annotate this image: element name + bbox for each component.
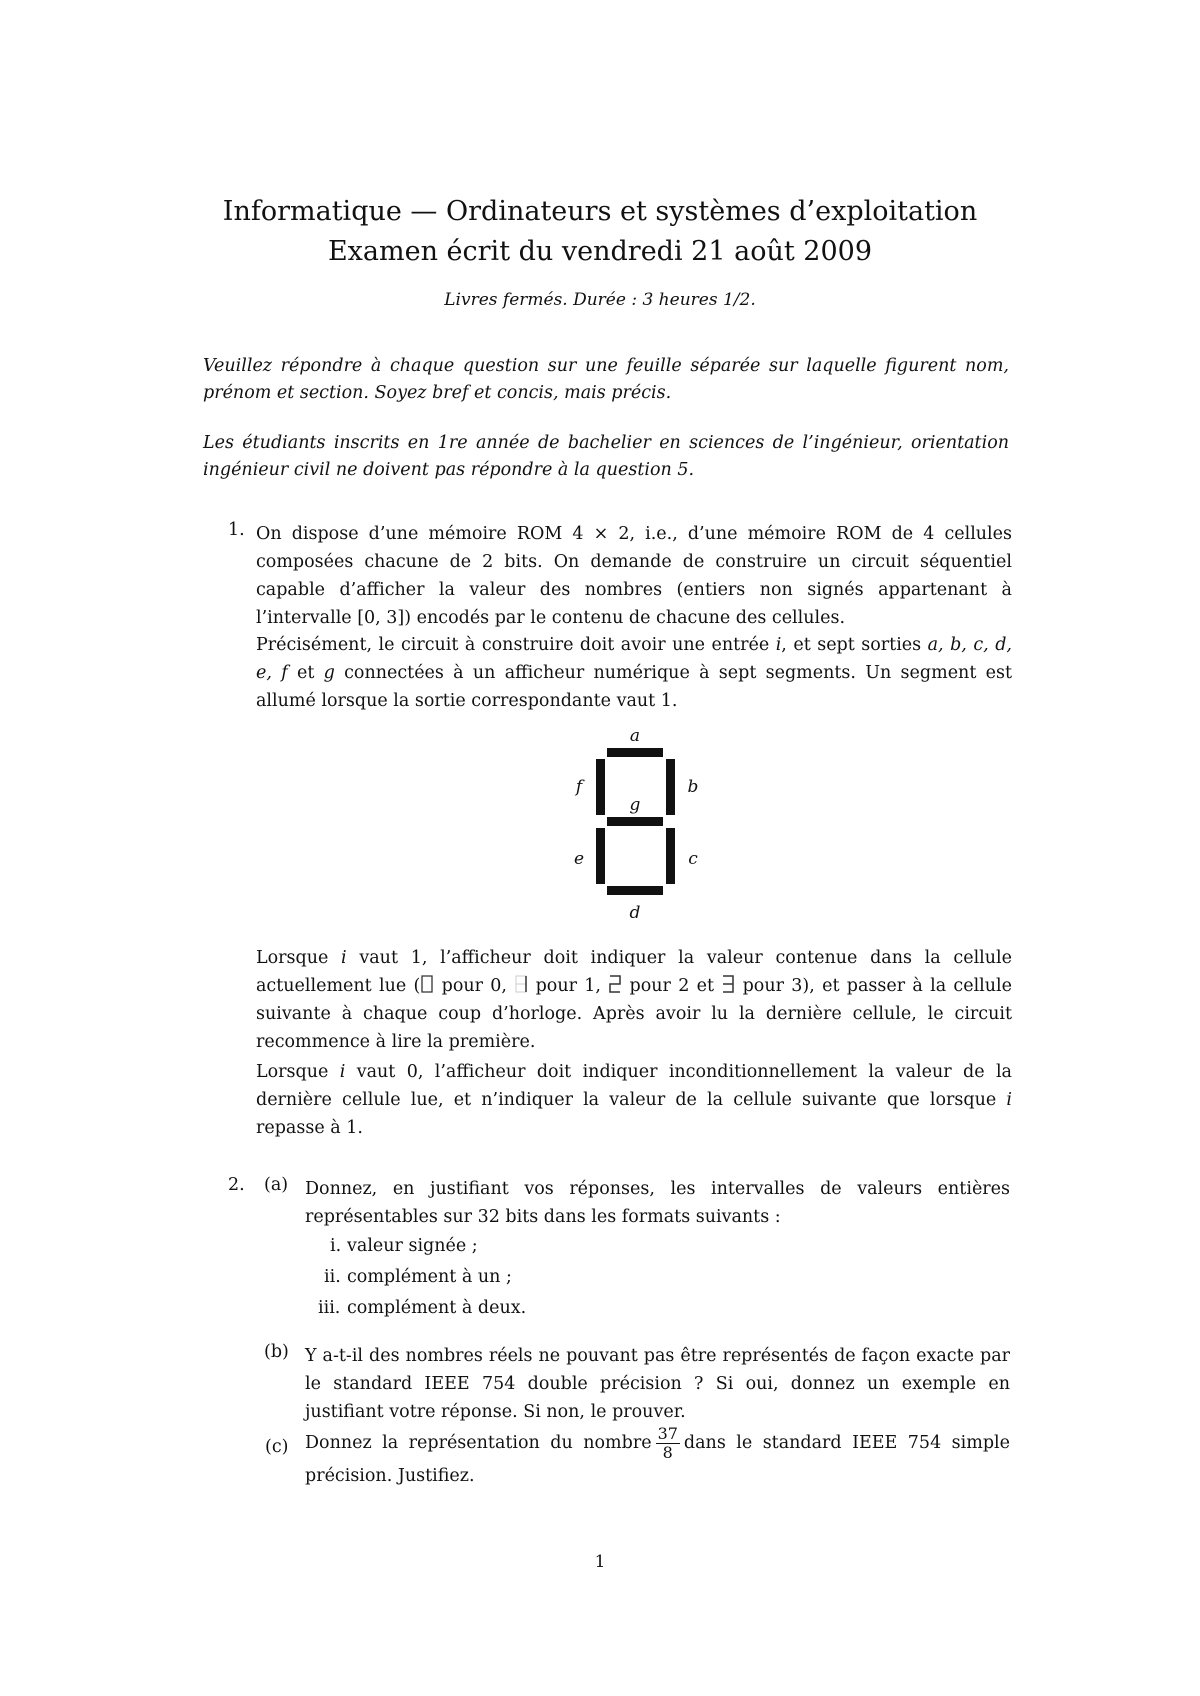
- exam-date: Examen écrit du vendredi 21 août 2009: [327, 236, 873, 267]
- digit-3-icon: [721, 974, 735, 994]
- segment-c: [666, 828, 675, 884]
- question-1-para-3: Lorsque i vaut 1, l’afficheur doit indiquer la valeur contenue dans la cellule actuellement lue ( pour 0, pour 1, pour 2 et pour 3), et passer à la cellule suivante à chaque coup d’horloge. Après avoir lu la dernière cellule, le circuit recommence à lire la première.: [256, 948, 1012, 1052]
- question-1-para-2: Précisément, le circuit à construire doit avoir une entrée i, et sept sorties a, b, c, d, e, f et g connectées à un afficheur numérique à sept segments. Un segment est allumé lorsque la sortie correspondante vaut 1.: [256, 635, 1013, 711]
- label-a: a: [629, 728, 641, 746]
- segment-g: [607, 817, 663, 826]
- label-g: g: [629, 795, 641, 815]
- seven-segment-diagram: [555, 728, 715, 928]
- question-2a-item-3-label: iii.: [318, 1298, 341, 1318]
- digit-2-icon: [608, 974, 622, 994]
- question-1-para-1: On dispose d’une mémoire ROM 4 × 2, i.e., d’une mémoire ROM de 4 cellules composées chacune de 2 bits. On demande de construire un circuit séquentiel capable d’afficher la valeur des nombres (entiers non signés appartenant à l’intervalle [0, 3]) encodés par le contenu de chacune des cellules.: [256, 524, 1012, 628]
- segment-a: [607, 748, 663, 757]
- exam-title: Informatique — Ordinateurs et systèmes d’exploitation: [222, 196, 978, 227]
- label-e: e: [573, 849, 585, 869]
- question-2a-text: Donnez, en justifiant vos réponses, les intervalles de valeurs entières représentables sur 32 bits dans les formats suivants :: [305, 1179, 1010, 1227]
- segment-f: [596, 759, 605, 815]
- question-2c-text: Donnez la représentation du nombre $\frac{37}{8}$ dans le standard IEEE 754 simple précision. Justifiez.: [305, 1424, 1011, 1486]
- question-2b-label: (b): [264, 1342, 289, 1362]
- instruction-general: Veuillez répondre à chaque question sur une feuille séparée sur laquelle figurent nom, prénom et section. Soyez bref et concis, mais précis.: [203, 356, 1009, 403]
- page-number: 1: [594, 1552, 606, 1572]
- question-2a-item-2-text: complément à un ;: [347, 1267, 512, 1287]
- digit-0-icon: [420, 974, 434, 994]
- segment-b: [666, 759, 675, 815]
- question-2a-label: (a): [264, 1175, 289, 1195]
- question-2a-item-3-text: complément à deux.: [347, 1298, 527, 1318]
- question-1-number: 1.: [228, 520, 245, 540]
- exam-conditions: Livres fermés. Durée : 3 heures 1/2.: [444, 290, 756, 310]
- question-2a-item-1-label: i.: [330, 1236, 342, 1256]
- label-d: d: [629, 903, 641, 923]
- question-2a-item-1-text: valeur signée ;: [347, 1236, 478, 1256]
- segment-d: [607, 886, 663, 895]
- question-2c-label: (c): [265, 1437, 289, 1457]
- question-2-number: 2.: [228, 1175, 245, 1195]
- fraction-37-8: $\frac{37}{8}$: [657, 1424, 678, 1462]
- segment-e: [596, 828, 605, 884]
- question-1-para-4: Lorsque i vaut 0, l’afficheur doit indiquer inconditionnellement la valeur de la dernière cellule lue, et n’indiquer la valeur de la cellule suivante que lorsque i repasse à 1.: [256, 1062, 1012, 1138]
- digit-1-icon: [514, 974, 528, 994]
- instruction-exemption: Les étudiants inscrits en 1re année de bachelier en sciences de l’ingénieur, orientation ingénieur civil ne doivent pas répondre à la question 5.: [203, 433, 1009, 480]
- label-f: f: [575, 777, 583, 797]
- label-b: b: [687, 777, 699, 797]
- question-2a-item-2-label: ii.: [324, 1267, 341, 1287]
- question-2b-text: Y a-t-il des nombres réels ne pouvant pas être représentés de façon exacte par le standard IEEE 754 double précision ? Si oui, donnez un exemple en justifiant votre réponse. Si non, le prouver.: [305, 1346, 1010, 1422]
- label-c: c: [688, 849, 698, 869]
